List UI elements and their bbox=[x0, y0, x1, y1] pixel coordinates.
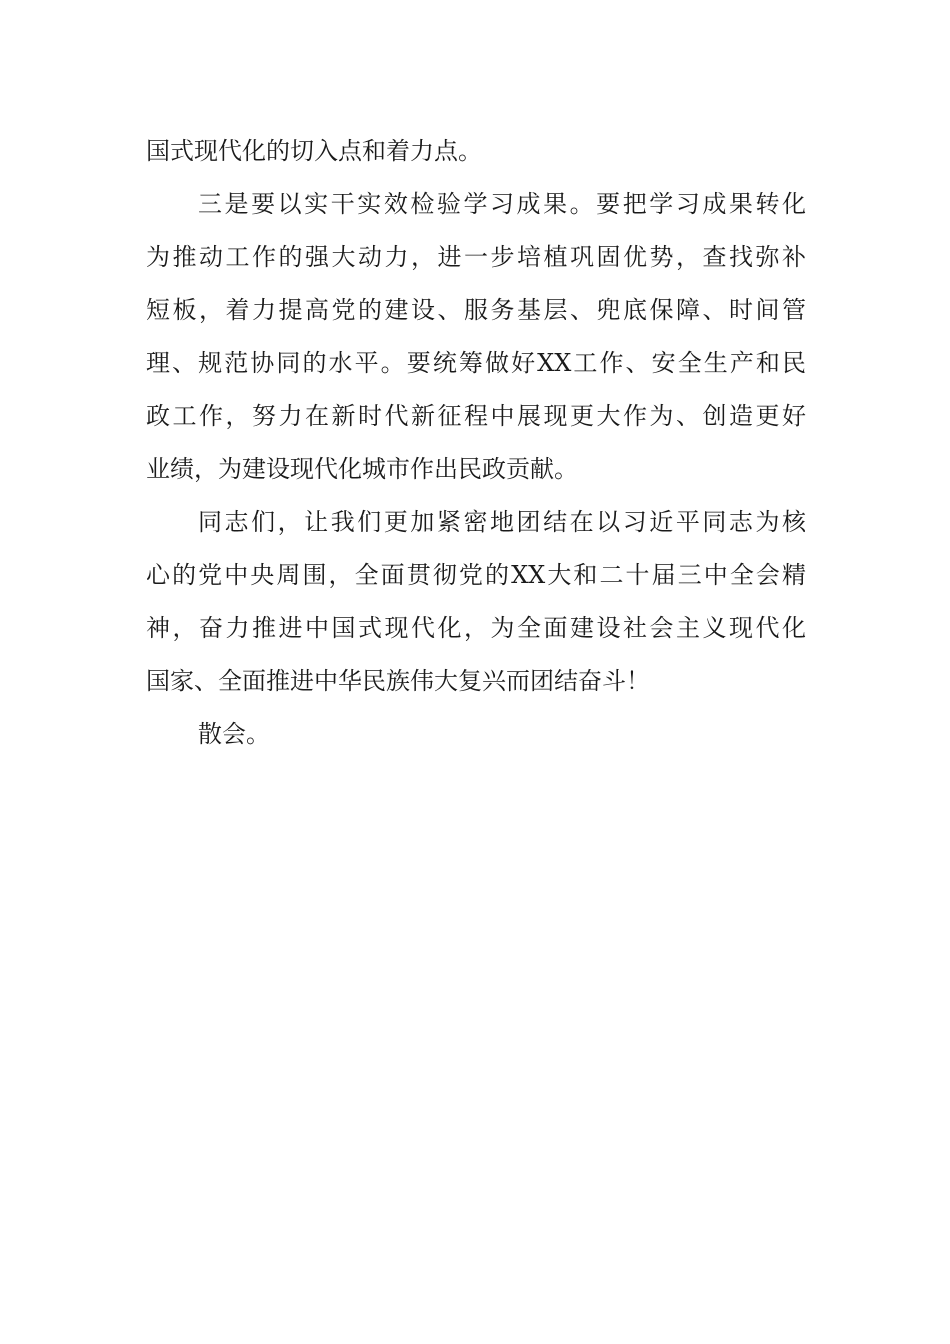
text-line: 同志们，让我们更加紧密地团结在以习近平同志为核 bbox=[198, 508, 806, 536]
text-line: 业绩，为建设现代化城市作出民政贡献。 bbox=[146, 455, 578, 483]
text-line: 为推动工作的强大动力，进一步培植巩固优势，查找弥补 bbox=[146, 243, 806, 271]
text-line: 神，奋力推进中国式现代化，为全面建设社会主义现代化 bbox=[146, 614, 806, 642]
text-line: 三是要以实干实效检验学习成果。要把学习成果转化 bbox=[198, 190, 806, 218]
text-line: 心的党中央周围，全面贯彻党的XX大和二十届三中全会精 bbox=[146, 561, 806, 589]
paragraph-adjourn bbox=[146, 708, 806, 761]
text-line: 国式现代化的切入点和着力点。 bbox=[146, 137, 482, 165]
text-line: 短板，着力提高党的建设、服务基层、兜底保障、时间管 bbox=[146, 296, 806, 324]
text-line: 散会。 bbox=[198, 720, 270, 748]
text-line: 政工作，努力在新时代新征程中展现更大作为、创造更好 bbox=[146, 402, 806, 430]
paragraph-continuation bbox=[146, 125, 806, 178]
paragraph-closing-call bbox=[146, 496, 806, 708]
text-line: 理、规范协同的水平。要统筹做好XX工作、安全生产和民 bbox=[146, 349, 806, 377]
document-body bbox=[146, 125, 806, 761]
paragraph-third-point bbox=[146, 178, 806, 496]
text-line: 国家、全面推进中华民族伟大复兴而团结奋斗！ bbox=[146, 667, 650, 695]
